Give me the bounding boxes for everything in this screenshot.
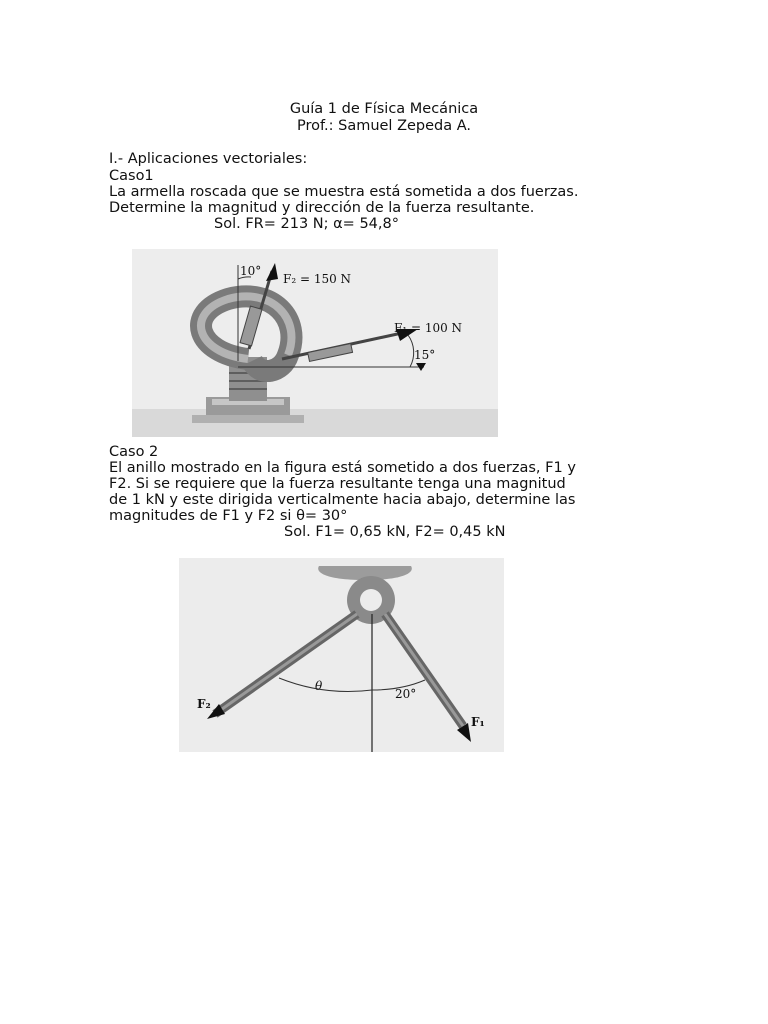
case2-title: Caso 2 [109,444,159,460]
case2-text-line2: F2. Si se requiere que la fuerza resultante tenga una magnitud [109,476,566,492]
case1-text-line2: Determine la magnitud y dirección de la fuerza resultante. [109,200,535,216]
case1-solution: Sol. FR= 213 N; α= 54,8° [214,216,399,232]
case2-text-line1: El anillo mostrado en la figura está sometido a dos fuerzas, F1 y [109,460,576,476]
case2-text-line4: magnitudes de F1 y F2 si θ= 30° [109,508,348,524]
case2-text-line3: de 1 kN y este dirigida verticalmente hacia abajo, determine las [109,492,576,508]
document-author: Prof.: Samuel Zepeda A. [296,118,472,134]
case2-f2-label: F₂ [197,697,211,711]
case1-text-line1: La armella roscada que se muestra está sometida a dos fuerzas. [109,184,579,200]
document-title: Guía 1 de Física Mecánica [289,101,479,117]
case1-angle-f2-label: 10° [240,264,262,278]
case1-f1-label: F₁ = 100 N [394,321,463,335]
case2-f1-label: F₁ [471,715,485,729]
case2-solution: Sol. F1= 0,65 kN, F2= 0,45 kN [284,524,506,540]
section-heading: I.- Aplicaciones vectoriales: [109,151,308,167]
case1-title: Caso1 [109,168,154,184]
case2-figure [179,558,504,752]
case2-angle-label: 20° [395,687,417,701]
case1-figure [132,249,498,437]
case1-f2-label: F₂ = 150 N [283,272,352,286]
case2-theta-label: θ [315,679,323,693]
case1-angle-f1-label: 15° [414,348,436,362]
